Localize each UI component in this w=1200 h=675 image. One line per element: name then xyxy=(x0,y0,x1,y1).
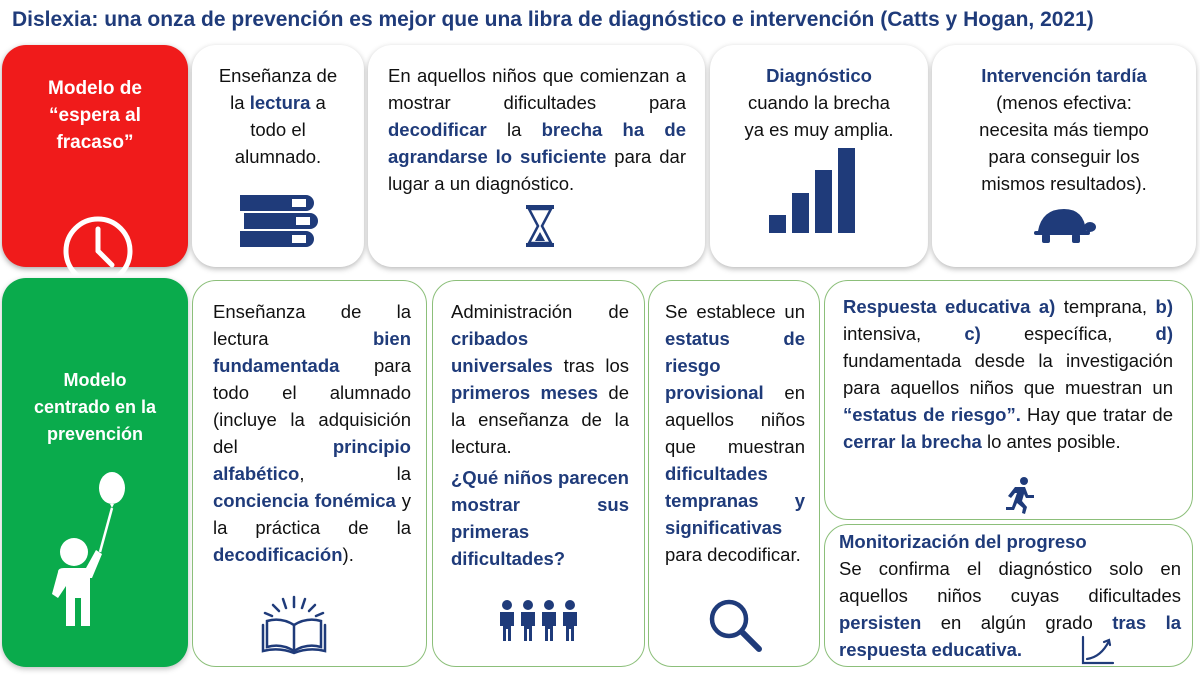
r2b3-text-3: para decodificar. xyxy=(665,544,801,565)
box3-line-2: cuando la brecha xyxy=(748,92,890,113)
r2b5-text-2: en algún grado xyxy=(921,612,1113,633)
alphabetic-principle-keyword: principio alfabético xyxy=(213,436,411,484)
box1-la: la xyxy=(230,92,250,113)
box1-reading-keyword: lectura xyxy=(249,92,311,113)
group-icon xyxy=(497,599,579,643)
growth-curve-icon xyxy=(1081,635,1115,665)
child-balloon-icon xyxy=(50,468,134,628)
runner-icon xyxy=(1003,477,1035,515)
prevention-line-1: Modelo xyxy=(63,370,127,390)
turtle-icon xyxy=(1032,205,1096,245)
wellfounded-teaching-box xyxy=(192,280,427,667)
prevention-label-box xyxy=(2,278,188,667)
prevention-line-3: prevención xyxy=(46,424,144,444)
gap-must-grow-box xyxy=(368,45,705,267)
open-book-icon xyxy=(261,595,327,655)
r2b4-text-3: específica, xyxy=(980,323,1156,344)
box1-line-3: todo el xyxy=(250,119,306,140)
r2b4-text-2: intensiva, xyxy=(843,323,965,344)
r2b2-text-2: tras los xyxy=(552,355,629,376)
item-b: b) xyxy=(1155,296,1173,317)
universal-screening-keyword: cribados universales xyxy=(451,328,553,376)
box1-line-2 xyxy=(200,89,356,116)
wait-to-fail-line-1: Modelo de xyxy=(48,78,142,99)
box1-line-1: Enseñanza de xyxy=(218,65,338,86)
r2b1-text-3: , la xyxy=(299,463,411,484)
wellfounded-keyword: bien fundamentada xyxy=(213,328,411,376)
r2b3-text-1: Se establece un xyxy=(665,301,805,322)
decoding-keyword: decodificación xyxy=(213,544,343,565)
persist-keyword: persisten xyxy=(839,612,922,633)
box1-line-4: alumnado. xyxy=(234,146,322,167)
box2-text-2: la xyxy=(486,119,542,140)
r2b2-text-3: de la enseñanza de la lectura. xyxy=(451,382,629,457)
box4-line-2: (menos efectiva: xyxy=(996,92,1132,113)
diagnosis-box xyxy=(710,45,928,267)
r2b1-text-1: Enseñanza de la lectura xyxy=(213,301,411,349)
magnifier-icon xyxy=(707,597,763,653)
box2-decode-keyword: decodificar xyxy=(388,119,487,140)
early-difficulties-keyword: dificultades tempranas y significativas xyxy=(665,463,805,538)
provisional-risk-keyword: estatus de riesgo provisional xyxy=(665,328,805,403)
late-intervention-box xyxy=(932,45,1196,267)
wait-to-fail-line-2: “espera al xyxy=(49,105,141,126)
which-children-question: ¿Qué niños parecen mostrar sus primeras dificultades? xyxy=(451,467,629,569)
box3-line-3: ya es muy amplia. xyxy=(744,119,894,140)
box1-a: a xyxy=(310,92,326,113)
universal-screening-box xyxy=(432,280,645,667)
late-intervention-keyword: Intervención tardía xyxy=(981,65,1147,86)
books-icon xyxy=(236,185,318,251)
box4-line-4: para conseguir los xyxy=(988,146,1140,167)
risk-status-keyword: “estatus de riesgo”. xyxy=(843,404,1021,425)
educational-response-box xyxy=(824,280,1193,520)
r2b1-text-5: ). xyxy=(342,544,354,565)
risk-status-box xyxy=(648,280,820,667)
r2b5-text-1: Se confirma el diagnóstico solo en aquellos niños cuyas dificultades xyxy=(839,558,1181,606)
page-title: Dislexia: una onza de prevención es mejor que una libra de diagnóstico e intervención (Catts y Hogan, 2021) xyxy=(12,8,1094,31)
diagnosis-keyword: Diagnóstico xyxy=(766,65,872,86)
item-d: d) xyxy=(1155,323,1174,344)
box2-text-1: En aquellos niños que comienzan a mostrar dificultades para xyxy=(388,65,686,113)
educational-response-keyword: Respuesta educativa a) xyxy=(843,296,1056,317)
r2b3-text-2: en aquellos niños que muestran xyxy=(665,382,805,457)
hourglass-icon xyxy=(526,205,554,247)
universal-reading-box xyxy=(192,45,364,267)
r2b2-text-1: Administración de xyxy=(451,301,629,322)
first-months-keyword: primeros meses xyxy=(451,382,599,403)
phonemic-awareness-keyword: conciencia fonémica xyxy=(213,490,396,511)
wait-to-fail-label-box xyxy=(2,45,188,267)
r2b4-text-4: fundamentada desde la investigación para aquellos niños que muestran un xyxy=(843,350,1173,398)
r2b1-text-4: y la práctica de la xyxy=(213,490,411,538)
progress-monitoring-box xyxy=(824,524,1193,667)
monitoring-keyword: Monitorización del progreso xyxy=(839,531,1087,552)
close-gap-keyword: cerrar la brecha xyxy=(843,431,982,452)
bar-chart-icon xyxy=(766,145,858,235)
after-response-keyword: tras la respuesta educativa. xyxy=(839,612,1181,660)
box4-line-3: necesita más tiempo xyxy=(979,119,1149,140)
box4-line-5: mismos resultados). xyxy=(981,173,1147,194)
r2b4-text-6: lo antes posible. xyxy=(981,431,1121,452)
item-c: c) xyxy=(964,323,981,344)
box2-text-3: para dar lugar a un diagnóstico. xyxy=(388,146,686,194)
prevention-line-2: centrado en la xyxy=(33,397,157,417)
r2b4-text-1: temprana, xyxy=(1055,296,1156,317)
r2b4-text-5: Hay que tratar de xyxy=(1020,404,1173,425)
box2-gap-keyword: brecha ha de agrandarse lo suficiente xyxy=(388,119,686,167)
wait-to-fail-line-3: fracaso” xyxy=(56,132,134,153)
r2b1-text-2: para todo el alumnado (incluye la adquisición del xyxy=(213,355,411,457)
